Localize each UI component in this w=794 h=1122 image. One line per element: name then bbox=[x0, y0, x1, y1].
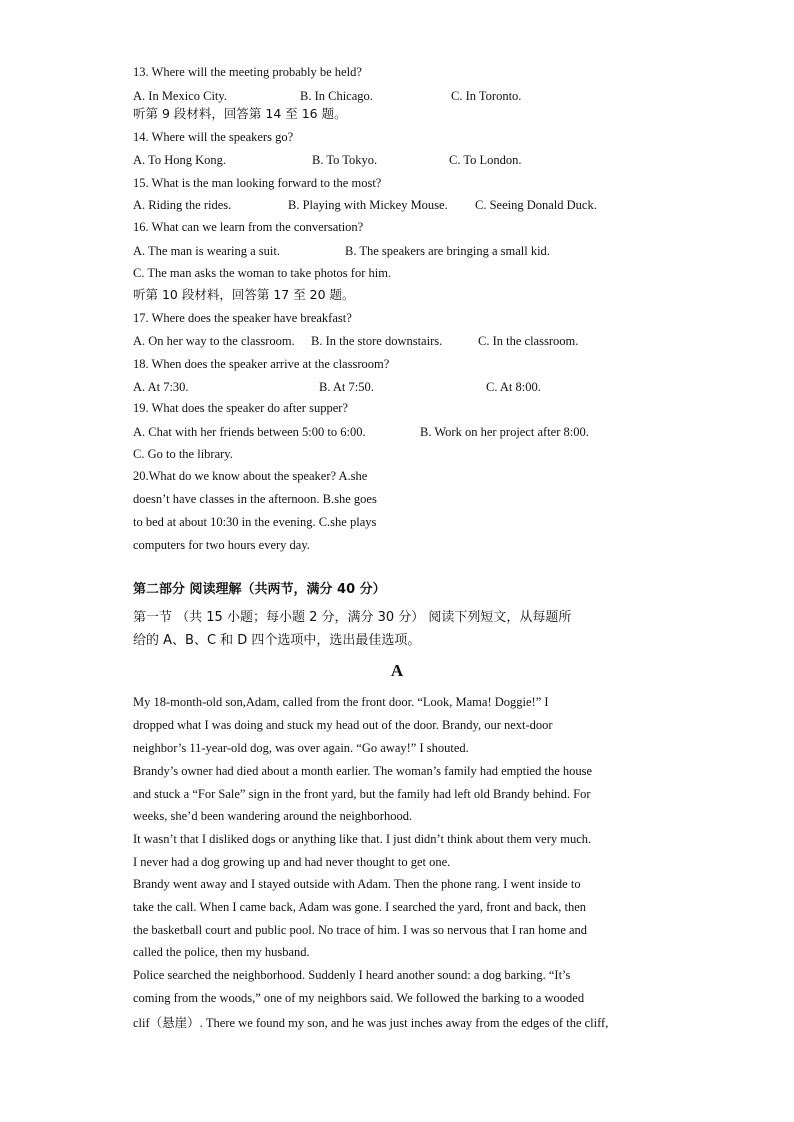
passage-line: and stuck a “For Sale” sign in the front yard, but the family had left old Brandy behind. For bbox=[133, 787, 591, 801]
passage-line: take the call. When I came back, Adam was gone. I searched the yard, front and back, then bbox=[133, 900, 587, 914]
option-c: C. Seeing Donald Duck. bbox=[475, 198, 597, 212]
option-b: B. Work on her project after 8:00. bbox=[420, 425, 589, 439]
question-20-line: doesn’t have classes in the afternoon. B.she goes bbox=[133, 492, 377, 506]
question-20-line: computers for two hours every day. bbox=[133, 538, 310, 552]
option-b: B. To Tokyo. bbox=[312, 153, 378, 167]
passage-line: weeks, she’d been wandering around the neighborhood. bbox=[133, 809, 413, 823]
section-instruction-line-1: 第一节 （共 15 小题；每小题 2 分，满分 30 分） 阅读下列短文，从每题所 bbox=[133, 610, 572, 625]
passage-line: dropped what I was doing and stuck my head out of the door. Brandy, our next-door bbox=[133, 718, 553, 732]
question-20-line: to bed at about 10:30 in the evening. C.she plays bbox=[133, 515, 377, 529]
segment-9-instruction: 听第 9 段材料，回答第 14 至 16 题。 bbox=[133, 106, 347, 121]
question-17: 17. Where does the speaker have breakfast? bbox=[133, 311, 352, 325]
question-16-option-c: C. The man asks the woman to take photos for him. bbox=[133, 266, 392, 280]
passage-line: I never had a dog growing up and had never thought to get one. bbox=[133, 855, 451, 869]
option-a: A. Riding the rides. bbox=[133, 198, 232, 212]
option-a: A. On her way to the classroom. bbox=[133, 334, 295, 348]
option-a: A. Chat with her friends between 5:00 to 6:00. bbox=[133, 425, 366, 439]
option-b: B. At 7:50. bbox=[319, 380, 374, 394]
passage-line: Police searched the neighborhood. Suddenly I heard another sound: a dog barking. “It’s bbox=[133, 968, 571, 982]
question-19-option-c: C. Go to the library. bbox=[133, 447, 233, 461]
passage-line: coming from the woods,” one of my neighbors said. We followed the barking to a wooded bbox=[133, 991, 585, 1005]
question-14: 14. Where will the speakers go? bbox=[133, 130, 294, 144]
option-a: A. At 7:30. bbox=[133, 380, 189, 394]
segment-10-instruction: 听第 10 段材料，回答第 17 至 20 题。 bbox=[133, 287, 355, 302]
option-c: C. At 8:00. bbox=[486, 380, 541, 394]
passage-line: called the police, then my husband. bbox=[133, 945, 310, 959]
question-19: 19. What does the speaker do after supper? bbox=[133, 401, 348, 415]
option-b: B. In the store downstairs. bbox=[311, 334, 443, 348]
passage-line: My 18-month-old son,Adam, called from the front door. “Look, Mama! Doggie!” I bbox=[133, 695, 549, 709]
question-13: 13. Where will the meeting probably be held? bbox=[133, 65, 362, 79]
passage-line: Brandy’s owner had died about a month earlier. The woman’s family had emptied the house bbox=[133, 764, 593, 778]
option-b: B. In Chicago. bbox=[300, 89, 373, 103]
option-b: B. Playing with Mickey Mouse. bbox=[288, 198, 448, 212]
option-c: C. To London. bbox=[449, 153, 522, 167]
passage-line: Brandy went away and I stayed outside with Adam. Then the phone rang. I went inside to bbox=[133, 877, 581, 891]
option-a: A. In Mexico City. bbox=[133, 89, 227, 103]
section-instruction-line-2: 给的 A、B、C 和 D 四个选项中，选出最佳选项。 bbox=[133, 633, 421, 648]
option-b: B. The speakers are bringing a small kid. bbox=[345, 244, 550, 258]
question-16: 16. What can we learn from the conversation? bbox=[133, 220, 364, 234]
option-c: C. In Toronto. bbox=[451, 89, 522, 103]
option-c: C. In the classroom. bbox=[478, 334, 579, 348]
question-15: 15. What is the man looking forward to the most? bbox=[133, 176, 382, 190]
passage-title: A bbox=[390, 661, 404, 680]
question-18: 18. When does the speaker arrive at the classroom? bbox=[133, 357, 390, 371]
option-a: A. The man is wearing a suit. bbox=[133, 244, 280, 258]
passage-line: It wasn’t that I disliked dogs or anything like that. I just didn’t think about them very much. bbox=[133, 832, 592, 846]
part-heading: 第二部分 阅读理解（共两节，满分 40 分） bbox=[133, 582, 386, 597]
passage-line: clif（悬崖）. There we found my son, and he was just inches away from the edges of the cliff, bbox=[133, 1016, 609, 1030]
question-20-line: 20.What do we know about the speaker? A.she bbox=[133, 469, 368, 483]
passage-line: the basketball court and public pool. No trace of him. I was so nervous that I ran home and bbox=[133, 923, 588, 937]
passage-line: neighbor’s 11-year-old dog, was over again. “Go away!” I shouted. bbox=[133, 741, 469, 755]
option-a: A. To Hong Kong. bbox=[133, 153, 226, 167]
